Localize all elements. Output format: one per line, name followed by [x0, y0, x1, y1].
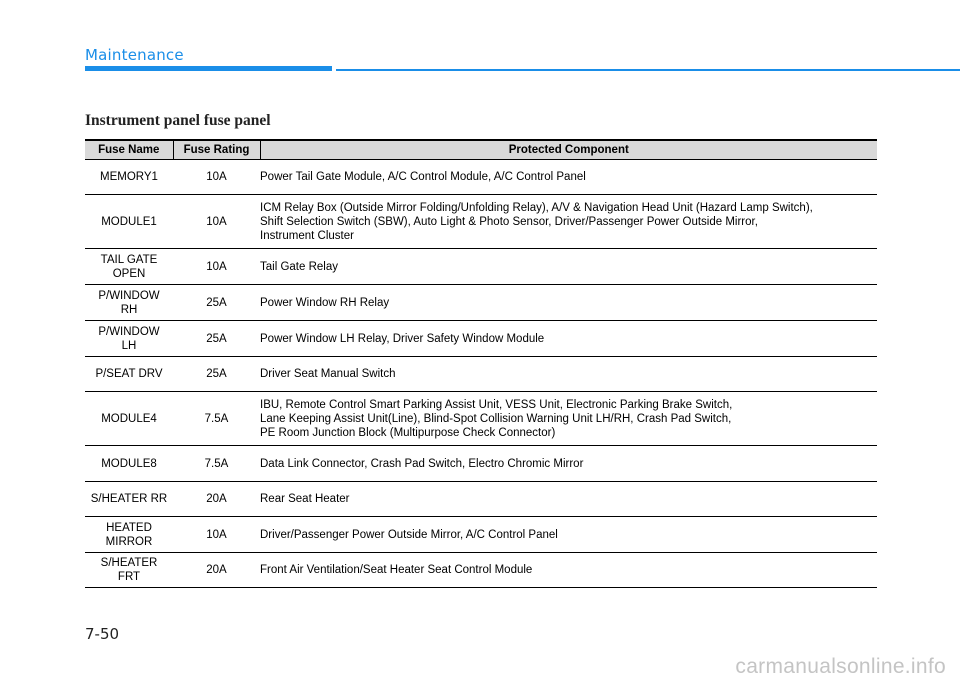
fuse-name-cell	[85, 446, 173, 482]
protected-component-line: Data Link Connector, Crash Pad Switch, Electro Chromic Mirror	[260, 457, 584, 470]
table-row	[85, 482, 877, 517]
fuse-rating-cell: 20A	[173, 553, 260, 588]
section-rule-thick	[85, 66, 332, 71]
fuse-name-line: P/SEAT DRV	[95, 368, 163, 380]
protected-component-line: Power Window RH Relay	[260, 296, 390, 309]
protected-component-line: PE Room Junction Block (Multipurpose Check Connector)	[260, 426, 556, 439]
fuse-name-line: P/WINDOW	[98, 325, 160, 338]
header-protected-component: Protected Component	[260, 140, 877, 160]
fuse-rating-cell: 10A	[173, 195, 260, 249]
fuse-name-cell	[85, 321, 173, 357]
fuse-name-line: OPEN	[112, 267, 146, 280]
fuse-name-line: S/HEATER	[100, 557, 158, 569]
fuse-rating-cell: 25A	[173, 285, 260, 321]
protected-component-line: IBU, Remote Control Smart Parking Assist Unit, VESS Unit, Electronic Parking Brake Switch,	[260, 398, 733, 411]
fuse-name-cell	[85, 195, 173, 249]
fuse-rating-cell: 10A	[173, 249, 260, 285]
fuse-name-cell	[85, 517, 173, 553]
fuse-name-cell	[85, 285, 173, 321]
protected-component-cell	[260, 482, 877, 517]
fuse-rating-cell: 7.5A	[173, 392, 260, 446]
table-row	[85, 446, 877, 482]
fuse-name-cell	[85, 392, 173, 446]
section-rule-thin	[336, 69, 960, 71]
page-number: 7-50	[85, 625, 120, 643]
fuse-name-cell	[85, 553, 173, 588]
header-fuse-name: Fuse Name	[85, 140, 173, 160]
protected-component-line: Driver/Passenger Power Outside Mirror, A/C Control Panel	[260, 528, 558, 541]
protected-component-line: Front Air Ventilation/Seat Heater Seat Control Module	[260, 564, 533, 576]
fuse-name-cell	[85, 357, 173, 392]
fuse-table	[85, 139, 877, 588]
protected-component-cell	[260, 285, 877, 321]
protected-component-cell	[260, 160, 877, 195]
table-row	[85, 249, 877, 285]
table-row	[85, 392, 877, 446]
protected-component-cell	[260, 195, 877, 249]
watermark: carmanualsonline.info	[735, 655, 946, 678]
protected-component-cell	[260, 446, 877, 482]
table-header-row	[85, 140, 877, 160]
protected-component-cell	[260, 249, 877, 285]
table-row	[85, 517, 877, 553]
fuse-name-cell	[85, 160, 173, 195]
protected-component-cell	[260, 517, 877, 553]
fuse-rating-cell: 7.5A	[173, 446, 260, 482]
fuse-name-line: MEMORY1	[100, 171, 158, 183]
fuse-name-line: MODULE1	[101, 215, 157, 228]
fuse-name-cell	[85, 482, 173, 517]
protected-component-line: Instrument Cluster	[260, 229, 354, 242]
fuse-name-line: LH	[121, 339, 137, 352]
table-row	[85, 357, 877, 392]
protected-component-line: Power Window LH Relay, Driver Safety Window Module	[260, 332, 545, 345]
fuse-name-line: HEATED	[106, 521, 152, 534]
protected-component-line: Rear Seat Heater	[260, 493, 350, 505]
page-heading: Instrument panel fuse panel	[85, 112, 271, 129]
fuse-name-line: MODULE4	[101, 412, 157, 425]
fuse-name-line: MODULE8	[101, 457, 157, 470]
protected-component-line: Driver Seat Manual Switch	[260, 368, 396, 380]
table-row	[85, 160, 877, 195]
header-fuse-rating: Fuse Rating	[173, 140, 260, 160]
protected-component-line: Lane Keeping Assist Unit(Line), Blind-Spot Collision Warning Unit LH/RH, Crash Pad Switch,	[260, 412, 732, 425]
fuse-name-line: RH	[120, 303, 138, 316]
table-row	[85, 285, 877, 321]
protected-component-line: Shift Selection Switch (SBW), Auto Light & Photo Sensor, Driver/Passenger Power Outside Mirror,	[260, 215, 758, 228]
fuse-name-line: P/WINDOW	[98, 289, 160, 302]
table-row	[85, 195, 877, 249]
fuse-rating-cell: 10A	[173, 517, 260, 553]
fuse-name-line: FRT	[117, 571, 141, 583]
protected-component-line: Tail Gate Relay	[260, 260, 338, 273]
fuse-name-line: S/HEATER RR	[90, 493, 168, 505]
table-row	[85, 321, 877, 357]
fuse-name-line: MIRROR	[105, 535, 153, 548]
protected-component-cell	[260, 553, 877, 588]
table-row	[85, 553, 877, 588]
section-title: Maintenance	[85, 46, 184, 64]
protected-component-line: Power Tail Gate Module, A/C Control Module, A/C Control Panel	[260, 171, 586, 183]
protected-component-line: ICM Relay Box (Outside Mirror Folding/Unfolding Relay), A/V & Navigation Head Unit (Hazard Lamp Switch),	[260, 201, 813, 214]
protected-component-cell	[260, 321, 877, 357]
fuse-name-line: TAIL GATE	[100, 253, 158, 266]
fuse-name-cell	[85, 249, 173, 285]
fuse-rating-cell: 25A	[173, 357, 260, 392]
fuse-rating-cell: 20A	[173, 482, 260, 517]
protected-component-cell	[260, 357, 877, 392]
fuse-rating-cell: 25A	[173, 321, 260, 357]
fuse-rating-cell: 10A	[173, 160, 260, 195]
protected-component-cell	[260, 392, 877, 446]
